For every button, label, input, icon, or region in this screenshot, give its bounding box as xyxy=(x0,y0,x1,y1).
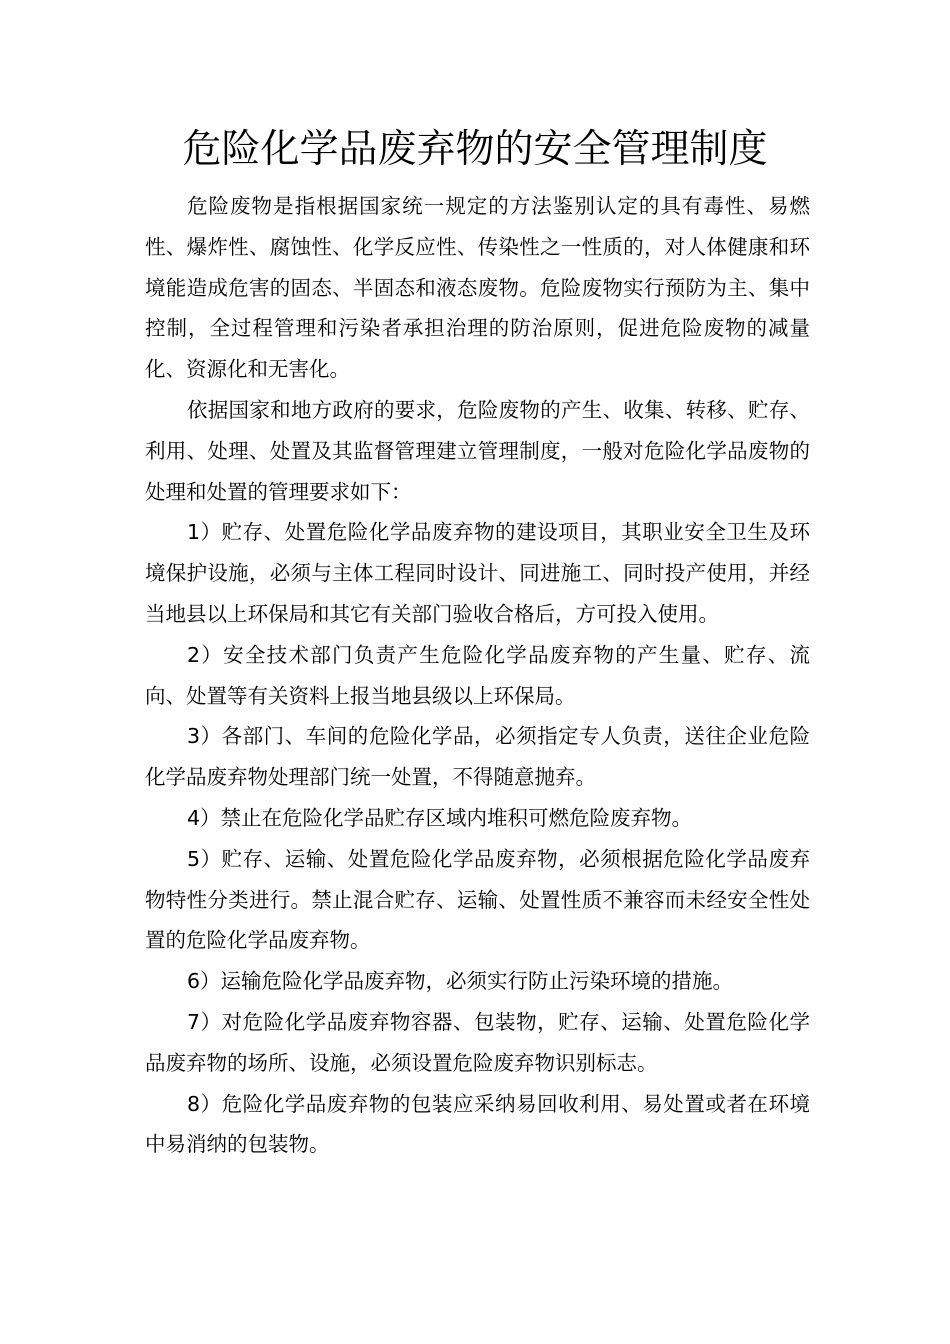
document-body xyxy=(145,186,810,1165)
paragraph-item-8: 8）危险化学品废弃物的包装应采纳易回收利用、易处置或者在环境中易消纳的包装物。 xyxy=(145,1091,810,1157)
paragraph-item-2: 2）安全技术部门负责产生危险化学品废弃物的产生量、贮存、流向、处置等有关资料上报当地县级以上环保局。 xyxy=(145,642,810,708)
paragraph-item-4: 4）禁止在危险化学品贮存区域内堆积可燃危险废弃物。 xyxy=(187,805,693,830)
paragraph-item-7: 7）对危险化学品废弃物容器、包装物，贮存、运输、处置危险化学品废弃物的场所、设施，必须设置危险废弃物识别标志。 xyxy=(145,1009,810,1075)
paragraph-item-1: 1）贮存、处置危险化学品废弃物的建设项目，其职业安全卫生及环境保护设施，必须与主体工程同时设计、同进施工、同时投产使用，并经当地县以上环保局和其它有关部门验收合格后，方可投入使用。 xyxy=(145,520,810,626)
paragraph-item-5: 5）贮存、运输、处置危险化学品废弃物，必须根据危险化学品废弃物特性分类进行。禁止混合贮存、运输、处置性质不兼容而未经安全性处置的危险化学品废弃物。 xyxy=(145,846,810,953)
paragraph-definition: 危险废物是指根据国家统一规定的方法鉴别认定的具有毒性、易燃性、爆炸性、腐蚀性、化学反应性、传染性之一性质的，对人体健康和环境能造成危害的固态、半固态和液态废物。危险废物实行预防为主、集中控制，全过程管理和污染者承担治理的防治原则，促进危险废物的减量化、资源化和无害化。 xyxy=(145,194,810,382)
paragraph-requirements-intro: 依据国家和地方政府的要求，危险废物的产生、收集、转移、贮存、利用、处理、处置及其监督管理建立管理制度，一般对危险化学品废物的处理和处置的管理要求如下： xyxy=(145,397,810,504)
paragraph-item-6: 6）运输危险化学品废弃物，必须实行防止污染环境的措施。 xyxy=(187,969,734,994)
paragraph-item-3: 3）各部门、车间的危险化学品，必须指定专人负责，送往企业危险化学品废弃物处理部门统一处置，不得随意抛弃。 xyxy=(145,724,810,790)
document-title: 危险化学品废弃物的安全管理制度 xyxy=(182,127,768,172)
